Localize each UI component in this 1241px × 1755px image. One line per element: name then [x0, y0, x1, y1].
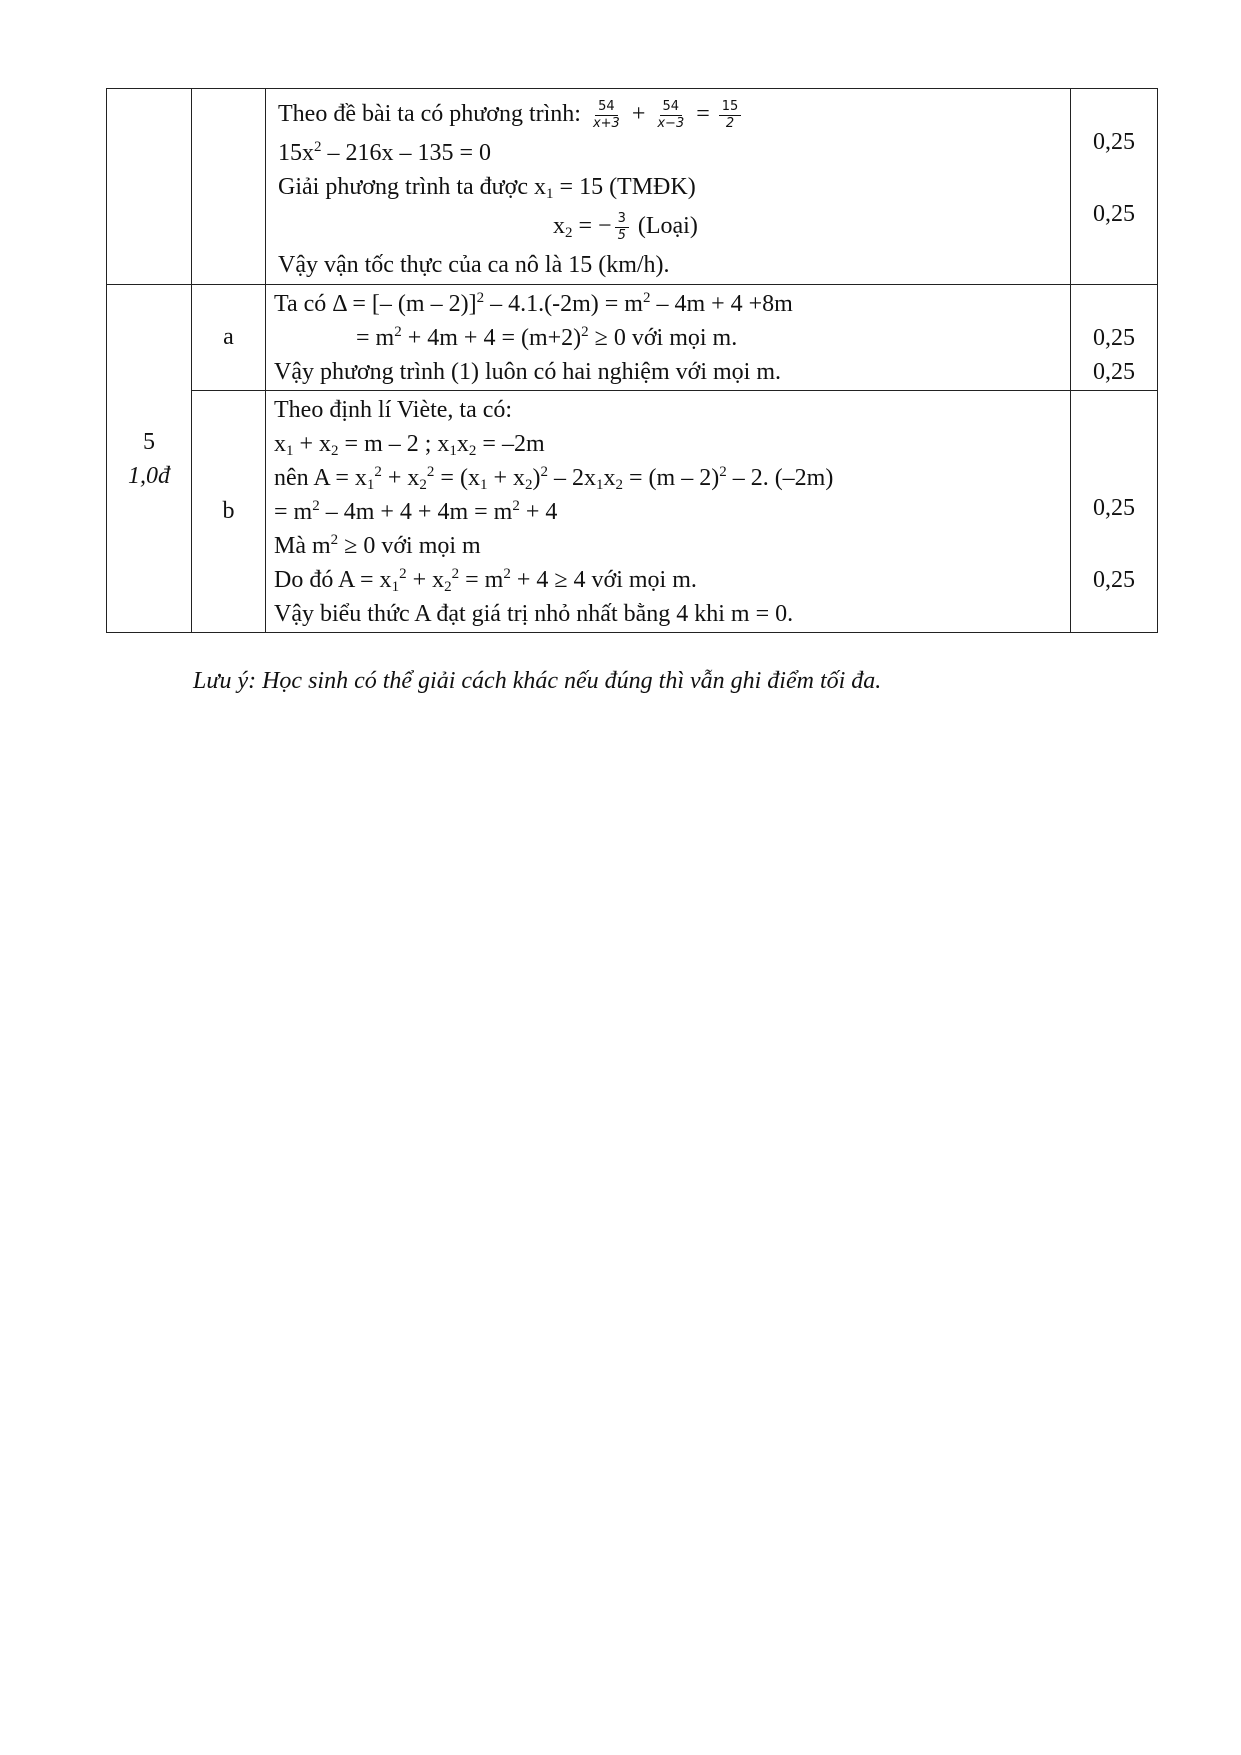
text-line	[266, 287, 1070, 321]
solution-cell	[266, 89, 1071, 285]
numerator: 15	[719, 99, 742, 116]
text: x	[274, 431, 286, 457]
numerator: 54	[660, 99, 683, 116]
text: Theo định lí Viète, ta có:	[274, 397, 513, 423]
operator: =	[696, 101, 710, 127]
text: + x	[406, 567, 445, 593]
footnote: Lưu ý: Học sinh có thể giải cách khác nếu đúng thì vẫn ghi điểm tối đa.	[193, 668, 882, 694]
text-line	[266, 597, 1070, 631]
text: Mà m	[274, 533, 331, 559]
text-line	[266, 427, 1070, 461]
fraction	[615, 211, 629, 244]
question-cell	[107, 89, 192, 285]
denominator: 5	[617, 227, 626, 243]
superscript: 2	[540, 464, 548, 480]
subscript: 2	[444, 579, 452, 595]
text: = (x	[434, 465, 480, 491]
text: )	[532, 465, 541, 491]
text: + x	[293, 431, 332, 457]
subscript: 2	[565, 225, 573, 241]
text: Do đó A = x	[274, 567, 392, 593]
points-value: 0,25	[1093, 325, 1135, 351]
text: = m	[459, 567, 504, 593]
superscript: 2	[451, 566, 460, 582]
table-row	[107, 89, 1158, 285]
text: – 2. (–2m)	[726, 465, 834, 491]
text: + 4 ≥ 4 với mọi m.	[510, 567, 697, 593]
text: ≥ 0 với mọi m.	[588, 325, 738, 351]
superscript: 2	[512, 498, 520, 514]
subscript: 1	[449, 443, 457, 459]
superscript: 2	[426, 464, 435, 480]
text: + 4	[519, 499, 558, 525]
text: ≥ 0 với mọi m	[338, 533, 481, 559]
fraction	[654, 99, 687, 132]
text-line	[266, 529, 1070, 563]
subscript: 1	[286, 443, 294, 459]
subscript: 1	[391, 579, 400, 595]
denominator: x+3	[592, 115, 620, 131]
text: = m	[274, 499, 313, 525]
text: 15x	[278, 140, 314, 166]
superscript: 2	[394, 324, 402, 340]
question-points: 1,0đ	[128, 462, 170, 489]
points-cell	[1071, 89, 1158, 285]
text: Vậy biểu thức A đạt giá trị nhỏ nhất bằng 4 khi m = 0.	[274, 601, 794, 627]
text: (Loại)	[631, 213, 698, 239]
text: x	[603, 465, 616, 491]
superscript: 2	[399, 566, 407, 582]
points-value: 0,25	[1093, 201, 1135, 227]
text: Ta có Δ = [– (m – 2)]	[274, 291, 477, 317]
numerator: 54	[595, 99, 618, 116]
question-label	[107, 425, 191, 493]
part-cell	[192, 89, 266, 285]
points-cell	[1071, 391, 1158, 633]
text: = −	[572, 213, 612, 239]
solution-cell	[266, 285, 1071, 391]
table-row	[107, 285, 1158, 391]
denominator: 2	[725, 115, 735, 131]
text: – 4.1.(-2m) = m	[484, 291, 643, 317]
text-line	[266, 170, 1070, 204]
subscript: 1	[479, 477, 488, 493]
solution-cell	[266, 391, 1071, 633]
equation-line	[266, 92, 1070, 136]
text: + x	[487, 465, 525, 491]
answer-table	[106, 88, 1158, 633]
text: = m – 2 ; x	[338, 431, 450, 457]
text: Theo đề bài ta có phương trình:	[278, 101, 581, 127]
text: – 2x	[548, 465, 596, 491]
superscript: 2	[476, 290, 485, 306]
text: + 4m + 4 = (m+2)	[401, 325, 582, 351]
text: x	[553, 213, 565, 239]
numerator: 3	[615, 211, 629, 228]
text-line	[266, 248, 1070, 282]
text-line	[266, 321, 1070, 355]
text: – 4m + 4 +8m	[650, 291, 793, 317]
fraction	[719, 99, 742, 132]
subscript: 2	[615, 477, 623, 493]
text: = (m – 2)	[623, 465, 720, 491]
text-line	[266, 355, 1070, 389]
question-cell	[107, 285, 192, 633]
text: Vậy vận tốc thực của ca nô là 15 (km/h).	[278, 252, 670, 278]
text: x	[456, 431, 469, 457]
part-cell: a	[192, 285, 266, 391]
subscript: 2	[331, 443, 339, 459]
points-cell	[1071, 285, 1158, 391]
superscript: 2	[330, 532, 339, 548]
subscript: 1	[546, 186, 554, 202]
subscript: 2	[419, 477, 427, 493]
subscript: 2	[468, 443, 477, 459]
text: – 4m + 4 + 4m = m	[319, 499, 513, 525]
points-value: 0,25	[1093, 359, 1135, 385]
question-number: 5	[143, 428, 155, 455]
superscript: 2	[503, 566, 511, 582]
text-line	[266, 393, 1070, 427]
subscript: 2	[525, 477, 533, 493]
text-line	[266, 461, 1070, 495]
operator: +	[631, 101, 646, 127]
points-value: 0,25	[1093, 495, 1135, 521]
text: Giải phương trình ta được x	[278, 174, 547, 200]
superscript: 2	[314, 139, 322, 155]
text: nên A = x	[274, 465, 367, 491]
superscript: 2	[581, 324, 589, 340]
text-line	[266, 495, 1070, 529]
table-row	[107, 391, 1158, 633]
text: = m	[356, 325, 395, 351]
text: – 216x – 135 = 0	[321, 140, 492, 166]
text-line	[266, 563, 1070, 597]
superscript: 2	[719, 464, 727, 480]
fraction	[590, 99, 623, 132]
text: = –2m	[476, 431, 545, 457]
denominator: x−3	[657, 115, 685, 131]
superscript: 2	[312, 498, 320, 514]
text-line	[266, 204, 1070, 248]
subscript: 1	[596, 477, 604, 493]
text: + x	[381, 465, 420, 491]
text-line	[266, 136, 1070, 170]
points-value: 0,25	[1093, 129, 1135, 155]
subscript: 1	[366, 477, 375, 493]
points-value: 0,25	[1093, 567, 1135, 593]
superscript: 2	[642, 290, 651, 306]
superscript: 2	[374, 464, 382, 480]
text: = 15 (TMĐK)	[553, 174, 696, 200]
part-cell: b	[192, 391, 266, 633]
text: Vậy phương trình (1) luôn có hai nghiệm với mọi m.	[274, 359, 781, 385]
